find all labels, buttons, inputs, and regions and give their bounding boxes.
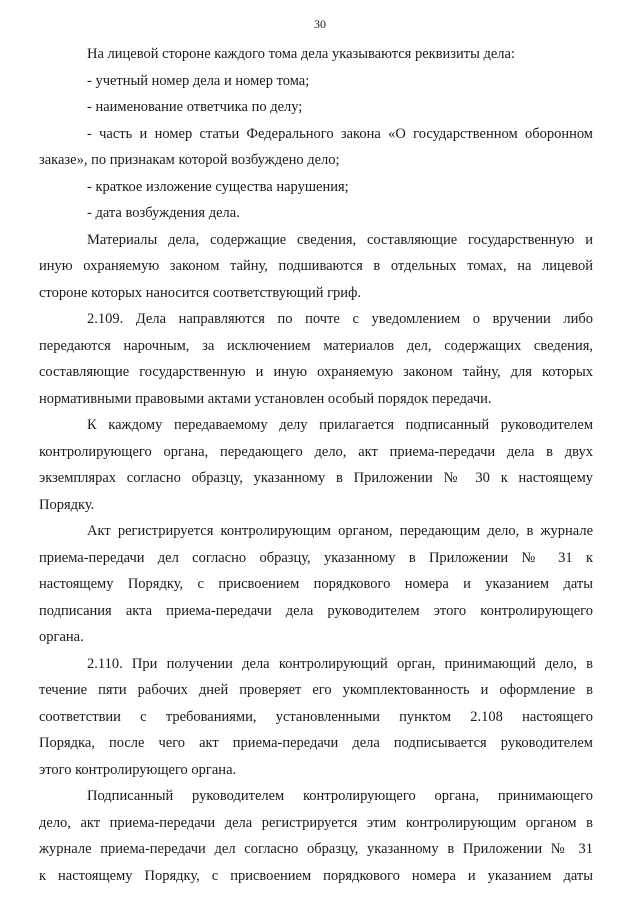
text-line: к настоящему Порядку, с присвоением порядкового номера и указанием даты xyxy=(39,867,593,884)
text-line: - дата возбуждения дела. xyxy=(87,205,240,221)
text-line: органа. xyxy=(39,629,84,645)
text-line: соответствии с требованиями, установленными пунктом 2.108 настоящего xyxy=(39,708,593,725)
text-line: Материалы дела, содержащие сведения, составляющие государственную и xyxy=(87,231,593,248)
text-line: этого контролирующего органа. xyxy=(39,761,237,778)
text-line: стороне которых наносится соответствующий гриф. xyxy=(39,284,362,301)
text-line: Подписанный руководителем контролирующего органа, принимающего xyxy=(87,788,593,804)
text-line: - часть и номер статьи Федерального закона «О государственном оборонном xyxy=(87,125,593,142)
text-line: К каждому передаваемому делу прилагается подписанный руководителем xyxy=(87,417,593,433)
text-line: - учетный номер дела и номер тома; xyxy=(87,72,310,89)
text-line: Порядка, после чего акт приема-передачи дела подписывается руководителем xyxy=(39,735,593,751)
text-line: Порядку. xyxy=(39,496,95,513)
text-line: подписания акта приема-передачи дела руководителем этого контролирующего xyxy=(39,602,593,619)
text-line: настоящему Порядку, с присвоением порядкового номера и указанием даты xyxy=(39,576,593,592)
text-line: приема-передачи дел согласно образцу, указанному в Приложении № 31 к xyxy=(39,549,593,566)
text-line: иную охраняемую законом тайну, подшиваются в отдельных томах, на лицевой xyxy=(39,258,593,274)
text-line: передаются нарочным, за исключением материалов дел, содержащих сведения, xyxy=(39,337,593,354)
document-body xyxy=(39,41,593,889)
text-line: течение пяти рабочих дней проверяет его укомплектованность и оформление в xyxy=(39,682,593,698)
text-line: Акт регистрируется контролирующим органом, передающим дело, в журнале xyxy=(87,523,593,539)
page-number: 30 xyxy=(314,17,326,31)
text-line: заказе», по признакам которой возбуждено дело; xyxy=(39,152,340,168)
text-line: 2.110. При получении дела контролирующий орган, принимающий дело, в xyxy=(87,655,593,672)
text-line: На лицевой стороне каждого тома дела указываются реквизиты дела: xyxy=(87,46,515,62)
text-line: - наименование ответчика по делу; xyxy=(87,99,303,115)
text-line: контролирующего органа, передающего дело, акт приема-передачи дела в двух xyxy=(39,443,593,460)
text-line: составляющие государственную и иную охраняемую законом тайну, для которых xyxy=(39,364,593,380)
text-line: - краткое изложение существа нарушения; xyxy=(87,178,349,195)
text-line: журнале приема-передачи дел согласно образцу, указанному в Приложении № 31 xyxy=(39,841,593,857)
text-line: дело, акт приема-передачи дела регистрируется этим контролирующим органом в xyxy=(39,814,593,831)
text-line: 2.109. Дела направляются по почте с уведомлением о вручении либо xyxy=(87,311,593,327)
text-line: экземплярах согласно образцу, указанному в Приложении № 30 к настоящему xyxy=(39,470,593,486)
text-line: нормативными правовыми актами установлен особый порядок передачи. xyxy=(39,390,492,407)
